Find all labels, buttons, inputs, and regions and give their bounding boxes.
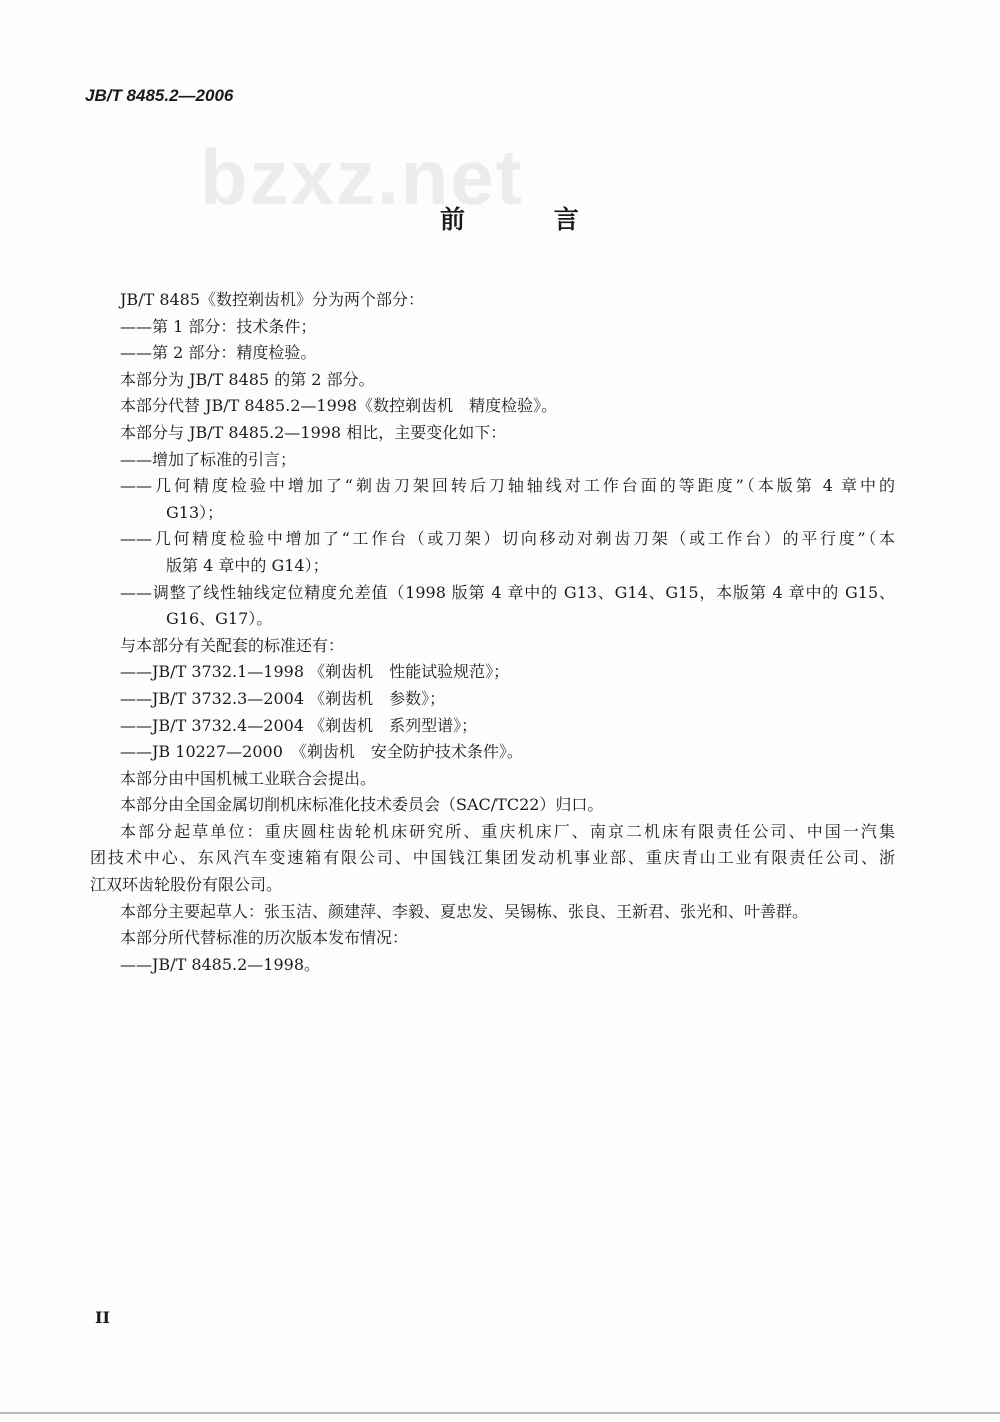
text-line: ——JB/T 3732.1—1998 《剃齿机 性能试验规范》； <box>120 662 510 682</box>
text-line: G13）； <box>166 502 224 522</box>
text-line: G16、G17）。 <box>166 609 273 629</box>
paragraph <box>120 447 895 474</box>
paragraph <box>120 766 895 793</box>
text-line: 本部分与 JB/T 8485.2—1998 相比，主要变化如下： <box>120 422 507 442</box>
page-title: 前 言 <box>440 205 619 234</box>
text-line: 本部分由全国金属切削机床标准化技术委员会（SAC/TC22）归口。 <box>120 795 604 815</box>
paragraph <box>120 659 895 686</box>
paragraph <box>120 925 895 952</box>
watermark: bzxz.net <box>200 133 524 221</box>
paragraph <box>120 287 895 314</box>
text-line: 团技术中心、东风汽车变速箱有限公司、中国钱江集团发动机事业部、重庆青山工业有限责任公司、浙 <box>90 848 895 868</box>
text-line: ——JB/T 3732.3—2004 《剃齿机 参数》； <box>120 688 446 708</box>
text-line: 与本部分有关配套的标准还有： <box>120 635 345 655</box>
page-number: II <box>95 1308 110 1327</box>
text-line: 本部分所代替标准的历次版本发布情况： <box>120 928 409 948</box>
text-line: ——JB/T 8485.2—1998。 <box>120 954 321 974</box>
paragraph <box>120 340 895 367</box>
text-line: 江双环齿轮股份有限公司。 <box>90 875 283 895</box>
text-line: 本部分主要起草人：张玉洁、颜建萍、李毅、夏忠发、吴锡栋、张良、王新君、张光和、叶善群。 <box>120 901 809 921</box>
text-line: 版第 4 章中的 G14）； <box>166 555 329 575</box>
text-line: ——增加了标准的引言； <box>120 449 297 469</box>
paragraph <box>120 367 895 394</box>
paragraph <box>120 899 895 926</box>
text-line: ——调整了线性轴线定位精度允差值（1998 版第 4 章中的 G13、G14、G15，本版第 4 章中的 G15、 <box>120 582 895 602</box>
text-line: 本部分为 JB/T 8485 的第 2 部分。 <box>120 369 375 389</box>
paragraph <box>120 633 895 660</box>
paragraph <box>120 739 895 766</box>
text-line: ——几何精度检验中增加了“剃齿刀架回转后刀轴轴线对工作台面的等距度”（本版第 4 章中的 <box>120 476 895 496</box>
text-line: 本部分代替 JB/T 8485.2—1998《数控剃齿机 精度检验》。 <box>120 396 558 416</box>
text-line: ——JB 10227—2000 《剃齿机 安全防护技术条件》。 <box>120 742 523 762</box>
text-line: ——第 1 部分：技术条件； <box>120 316 317 336</box>
text-line: JB/T 8485《数控剃齿机》分为两个部分： <box>120 290 425 309</box>
text-line: ——几何精度检验中增加了“工作台（或刀架）切向移动对剃齿刀架（或工作台）的平行度”（本 <box>120 529 895 549</box>
paragraph <box>120 393 895 420</box>
paragraph <box>120 526 895 579</box>
foreword-body <box>90 287 895 978</box>
paragraph <box>120 952 895 979</box>
paragraph <box>120 792 895 819</box>
text-line: 本部分由中国机械工业联合会提出。 <box>120 768 377 788</box>
document-code-header: JB/T 8485.2—2006 <box>85 86 234 105</box>
paragraph <box>120 686 895 713</box>
text-line: ——第 2 部分：精度检验。 <box>120 343 317 363</box>
page-edge <box>0 1412 1000 1414</box>
paragraph <box>120 713 895 740</box>
paragraph <box>120 420 895 447</box>
text-line: ——JB/T 3732.4—2004 《剃齿机 系列型谱》； <box>120 715 478 735</box>
paragraph <box>120 314 895 341</box>
text-line: 本部分起草单位：重庆圆柱齿轮机床研究所、重庆机床厂、南京二机床有限责任公司、中国一汽集 <box>120 821 895 841</box>
paragraph <box>90 819 895 899</box>
paragraph <box>120 580 895 633</box>
paragraph <box>120 473 895 526</box>
